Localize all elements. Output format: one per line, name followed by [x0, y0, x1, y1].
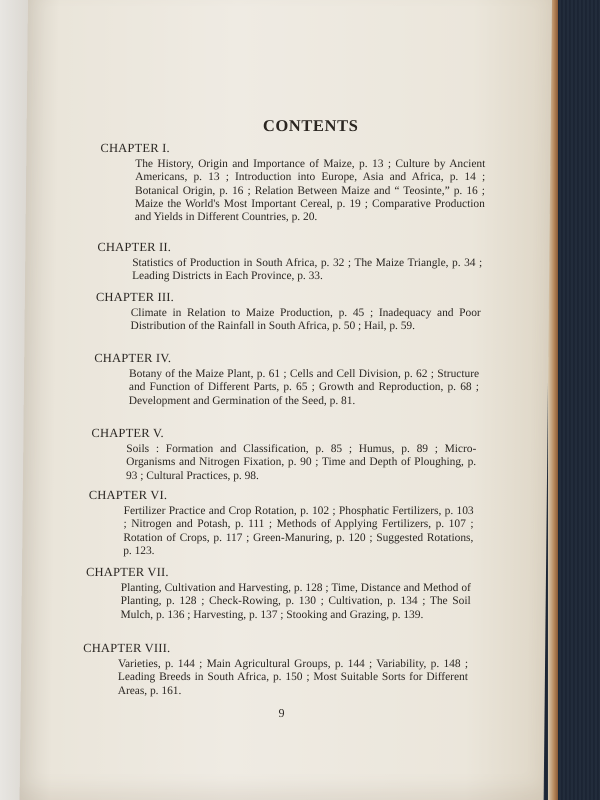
chapter-description: The History, Origin and Importance of Maize, p. 13 ; Culture by Ancient Americans, p. 13 ; Introduction into Europe, Asia and Africa, p. 14 ; Botanical Origin, p. 16 ; Relation Between Maize and “ Teosinte,” p. 16 ; Maize the World's Most Important Cereal, p. 19 ; Comparative Production and Yields in Different Countries, p. 20. [134, 158, 486, 224]
page-content [20, 0, 552, 800]
chapter-heading: CHAPTER VII. [85, 565, 169, 579]
chapter-description: Varieties, p. 144 ; Main Agricultural Groups, p. 144 ; Variability, p. 148 ; Leading Breeds in South Africa, p. 150 ; Most Suitable Sorts for Different Areas, p. 161. [117, 658, 469, 697]
chapter-description: Climate in Relation to Maize Production, p. 45 ; Inadequacy and Poor Distribution of the Rainfall in South Africa, p. 50 ; Hail, p. 59. [130, 307, 481, 333]
chapter-heading: CHAPTER I. [100, 141, 170, 155]
chapter-entry-2 [97, 240, 482, 284]
chapter-description: Statistics of Production in South Africa, p. 32 ; The Maize Triangle, p. 34 ; Leading Districts in Each Province, p. 33. [132, 257, 483, 283]
chapter-entry-8 [83, 641, 469, 698]
chapter-description: Fertilizer Practice and Crop Rotation, p. 102 ; Phosphatic Fertilizers, p. 103 ; Nitrogen and Potash, p. 111 ; Methods of Applying Fertilizers, p. 107 ; Rotation of Crops, p. 117 ; Green-Manuring, p. 120 ; Suggested Rotations, p. 123. [123, 505, 474, 557]
chapter-entry-5 [91, 426, 477, 483]
chapter-heading: CHAPTER VI. [88, 488, 168, 502]
chapter-entry-7 [85, 565, 471, 622]
chapter-description: Botany of the Maize Plant, p. 61 ; Cells and Cell Division, p. 62 ; Structure and Function of Different Parts, p. 65 ; Growth and Reproduction, p. 68 ; Development and Germination of the Seed, p. 81. [128, 368, 480, 407]
chapter-description: Soils : Formation and Classification, p. 85 ; Humus, p. 89 ; Micro-Organisms and Nitrogen Fixation, p. 90 ; Time and Depth of Ploughing, p. 93 ; Cultural Practices, p. 98. [125, 443, 477, 482]
chapter-entry-3 [96, 290, 481, 334]
contents-title: CONTENTS [262, 116, 359, 135]
book-page [20, 0, 552, 800]
chapter-heading: CHAPTER III. [95, 290, 175, 304]
chapter-heading: CHAPTER VIII. [83, 641, 171, 655]
chapter-heading: CHAPTER II. [97, 240, 172, 254]
chapter-heading: CHAPTER V. [91, 426, 164, 440]
chapter-heading: CHAPTER IV. [94, 351, 172, 365]
chapter-entry-1 [100, 141, 486, 224]
chapter-entry-4 [94, 351, 480, 408]
chapter-entry-6 [88, 488, 474, 558]
page-number: 9 [278, 706, 285, 720]
chapter-description: Planting, Cultivation and Harvesting, p. 128 ; Time, Distance and Method of Planting, p. 128 ; Check-Rowing, p. 130 ; Cultivation, p. 134 ; The Soil Mulch, p. 136 ; Harvesting, p. 137 ; Stooking and Grazing, p. 139. [120, 582, 471, 621]
